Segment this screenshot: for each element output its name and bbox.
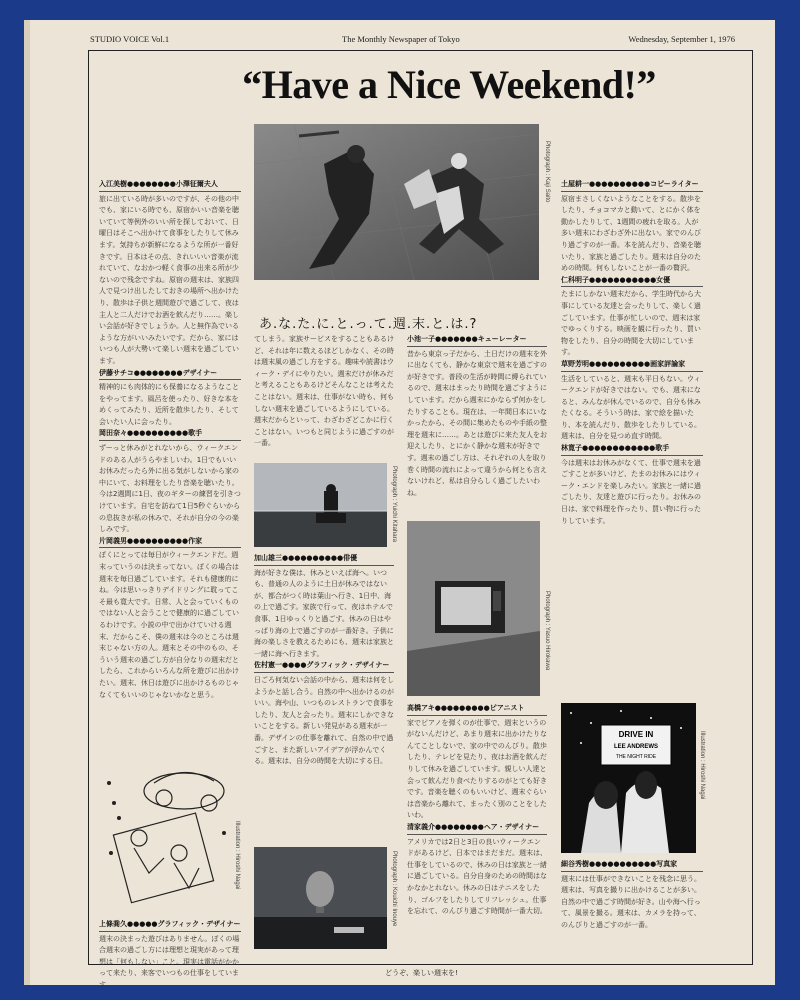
cartoon-caption: Illustration : Hiroshi Nagai: [234, 821, 240, 890]
entry-name: 伊藤サチコ●●●●●●●●デザイナー: [99, 368, 241, 381]
drivein-sign-title: LEE ANDREWS: [613, 744, 659, 750]
masthead-subtitle: The Monthly Newspaper of Tokyo: [342, 34, 460, 44]
entry-name: 入江美樹●●●●●●●●小澤征爾夫人: [99, 179, 241, 192]
masthead: [90, 26, 735, 48]
entry-text: 精神的にも肉体的にも保養になるようなことをやってます。風呂を使ったり、好きな本をめくってみたり、近所を散歩したり、そして会いたい人に会ったり。: [99, 383, 239, 426]
entry-name: 細谷秀樹●●●●●●●●●●●写真家: [561, 859, 703, 872]
entry-text: 旅に出ている時が多いのですが、その他の中でも、家にいる時でも、原宿かいい音楽を聴いていて等例外のいい所を探しておいて、日曜日はそこへ出かけて食事をしたりして休みます。気持ちが新鮮になるような所が一番好きです。日本はその点、きれいいい音楽が流れていて、なおかつ軽く食事の出来る所が少ないので残念ですね。原宿の週末は、家族四人で見つけ出したしておきの場所へ出かけたり、散歩は子供と週間遊びで過ごして、夜は主人と二人だけでお酒を飲んだり……。楽しい会話が好きでしょうか。人と無作為でいるような方がいいみたいです。だから、家にはいつも人が大勢いて楽しい週末を過ごしています。: [99, 194, 239, 365]
man-on-beach-image: [254, 463, 387, 547]
beach-photo: [254, 463, 387, 547]
entry-text: 原宿まさしくないようなことをする。散歩をしたり、チョコマカと動いて、とにかく体を動かしたりして、1週間の疲れを取る。人が多い週末にわざわざ外に出ない。家でのんびり過ごすのが一番。本を読んだり、音楽を聴いたり、家族と過ごしたり。週末は自分のための時間。何もしないことが一番の贅沢。: [561, 194, 701, 273]
television-image: [407, 521, 540, 696]
drive-in-couple-image: [561, 703, 696, 853]
tagline: あ.な.た.に.と.っ.て.週.末.と.は.?: [259, 317, 478, 332]
entry-text: 週末には仕事ができないことを残念に思う。週末は、写真を撮りに出かけることが多い。自然の中で過ごす時間が好き。山や海へ行って、風景を撮る。週末は、カメラを持って、のんびりと過ごすのが一番。: [561, 874, 701, 929]
main-photo: [254, 124, 539, 280]
balloon-photo-caption: Photograph : Kouichi Inouye: [391, 851, 397, 927]
column-1: [99, 179, 241, 759]
column-3-lower: [407, 703, 547, 958]
footer-text: どうぞ、楽しい週末を!: [385, 969, 458, 977]
entry-name: 高橋アキ●●●●●●●●●ピアニスト: [407, 703, 547, 716]
entry-name: 土屋耕一●●●●●●●●●●コピーライター: [561, 179, 703, 192]
page-frame: [88, 50, 753, 989]
drivein-illustration: [561, 703, 696, 853]
entry-name: 上條喬久●●●●●グラフィック・デザイナー: [99, 919, 241, 932]
drivein-sign: DRIVE IN: [618, 730, 654, 739]
jumping-men-image: [254, 124, 539, 280]
entry-text: てしまう。家族サービスをすることもあるけど、それは年に数えるほどしかなく、その時は週末風の過ごし方をする。趣味や読書はウィーク・デイにやりたい。週末だけが休みだと考えることもあるけどそんなことは考えたことはない。週末は、仕事がない時も、何もしない週末を過ごしているようにしている。週末だからといって、わざわざどこかに行くことはない。いつもと同じように過ごすのが一番。: [254, 335, 394, 448]
headline: “Have a Nice Weekend!”: [242, 62, 656, 107]
entry-text: 今は週末はお休みがなくて、仕事で週末を過ごすことが多いけど、たまのお休みにはウィーク・エンドを楽しみたい。家族と一緒に過ごしたり、友達と遊びに行ったり。お休みの日は、家で料理を作ったり、買い物に行ったりしています。: [561, 458, 701, 525]
entry-text: 週末の決まった遊びはありません。ぼくの場合週末の過ごし方には理想と現実があって理想は「何もしない」こと。現実は電話がかかって来たり、来客でいつもの仕事をしています。: [99, 934, 240, 989]
column-2: [254, 334, 394, 456]
balloon-photo: [254, 847, 387, 949]
entry-text: ぼくにとっては毎日がウィークエンドだ。週末っていうのは決まってない。ぼくの場合は週末を毎日過ごしています。それも健康的にね。今は思いっきりデイドリングに耽ってこそ最も寛大です。日常、人と会っていくものではない人と会うことで健康的に過ごしているわけです。小説の中で出かけていける週末、だからこそ、僕の週末は今のところは週末じゃない方の人。週末とその中のもの、そういう週末の過ごし方が自分なりの週末だとしたら、これからいろんな所を遊びに出かけたい。週末、休日は遊びに出かけるものじゃなくてもいいのじゃないかなと思う。: [99, 551, 239, 699]
masthead-date: Wednesday, September 1, 1976: [628, 34, 735, 44]
tv-photo-caption: Photograph : Yasuo Hirokawa: [544, 591, 550, 671]
column-3: [407, 334, 547, 514]
drivein-caption: Illustration : Hiroshi Nagai: [699, 731, 705, 800]
masthead-publication: STUDIO VOICE Vol.1: [90, 34, 170, 44]
main-photo-caption: Photograph : Kaji Saito: [544, 141, 550, 203]
entry-text: アメリカでは2日と3日の良いウィークエンドがあるけど、日本ではまだまだ。週末は、仕事をしているので、休みの日は家族と一緒に過ごしている。自分自身のための時間はなかなかとれない。休みの日はテニスをしたり、ゴルフをしたりしてリフレッシュ。仕事を忘れて、のんびり過ごす時間が一番大切。: [407, 837, 547, 916]
entry-name: 仁科明子●●●●●●●●●●●女優: [561, 275, 703, 288]
entry-text: 海が好きな僕は、休みといえば海へ。いつも、普通の人のように土日が休みではないが、都合がつく時は葉山へ行き、1日中、海の上で過ごす。家族で行って、夜はホテルで食事、1日ゆっくりと過ごす。休みの日はやっぱり海の上で過ごすのが一番好き。子供に海の楽しさを教えるためにも、週末は家族と一緒に海へ行きます。: [254, 568, 394, 658]
entry-text: ずーっと休みがとれないから、ウィークエンドのある人がうらやましいわ。1日でもいいお休みだったら外に出る気がしないから家の中にいて、お料理をしたり音楽を聴いたり。今は2週間に1日、夜のギターの練習を引きつけています。自宅を訪ねて1日5秒ぐらいからの息抜きが私の休みで、それが自分の今の楽しみです。: [99, 444, 241, 534]
entry-text: 家でピアノを弾くのが仕事で、週末というのがないんだけど、あまり週末に出かけたりなんてことしないで、家の中でのんびり。散歩したり、テレビを見たり、夜はお酒を飲んだりして休みを過ごしています。親しい人達と会って飲んだり食べたりするのがとても好きです。音楽を聴くのもいいけど、週末ぐらいは音楽から離れて、まったく別のことをしたいわ。: [407, 718, 547, 820]
entry-name: 佐村憲一●●●●グラフィック・デザイナー: [254, 660, 394, 673]
entry-text: たまにしかない週末だから、学生時代から大事にしている友達と会ったりして、楽しく過ごしています。仕事が忙しいので、週末は家でゆっくりする。映画を観に行ったり、買い物をしたり、自分の時間を大切にしています。: [561, 290, 701, 357]
cartoon-illustration: [99, 763, 234, 911]
column-4: [561, 179, 703, 699]
hot-air-balloon-image: [254, 847, 387, 949]
drivein-sign-subtitle: THE NIGHT RIDE: [615, 754, 657, 760]
entry-name: 岡田奈々●●●●●●●●●●歌手: [99, 428, 241, 441]
newspaper-sheet: [30, 20, 775, 989]
entry-name: 小池一子●●●●●●●キューレーター: [407, 334, 547, 347]
entry-text: 生活をしていると、週末も平日もない。ウィークエンドが好きではない。でも、週末になると、みんなが休んでいるので、自分も休みたくなる。そういう時は、家で絵を描いたり、本を読んだり、散歩をしたりしている。週末は、自分を見つめ直す時間。: [561, 374, 701, 441]
column-4-lower: [561, 859, 703, 959]
beach-photo-caption: Photograph : Yuichi Kitahara: [391, 466, 397, 542]
entry-name: 清家義介●●●●●●●●ヘア・デザイナー: [407, 822, 547, 835]
column-2-lower: [254, 553, 394, 843]
entry-text: 日ごろ何気ない会話の中から、週末は何をしようかと話し合う。自然の中へ出かけるのがいい。海や山、いつものレストランで食事をしたり、友人と会ったり。週末にしかできないことをする。新しい発見がある週末が一番。デザインの仕事を離れて、自然の中で過ごすと、また新しいアイデアが浮かんでくる。週末は、自分の時間を大切にする日。: [254, 675, 394, 766]
picnic-illustration: [99, 763, 234, 911]
entry-name: 林寛子●●●●●●●●●●●●歌手: [561, 443, 703, 456]
tv-photo: [407, 521, 540, 696]
entry-text: 昔から東京っ子だから、土日だけの週末を外に出なくても、静かな東京で週末を過ごすのが好きです。普段の生活が時間に縛られているので、週末はまったり時間を過ごすようにしています。だから週末にかならず何かをしたりすることも。現在は、一年間日本にいなかったから、その間に集めたものや手紙の整理を週末に……。あとは遊びに来た友人をお迎えしたり、とにかく静かな週末が好きです。週末の過ごし方は、それぞれの人を取り巻く時間の流れによって違うから何とも言えないけれど、私は自分らしく過ごしたいわね。: [407, 349, 547, 497]
column-1-bottom: [99, 919, 241, 989]
entry-name: 草野芳明●●●●●●●●●●画家評論家: [561, 359, 703, 372]
entry-name: 加山雄三●●●●●●●●●●俳優: [254, 553, 394, 566]
entry-name: 片岡義男●●●●●●●●●●作家: [99, 536, 241, 549]
